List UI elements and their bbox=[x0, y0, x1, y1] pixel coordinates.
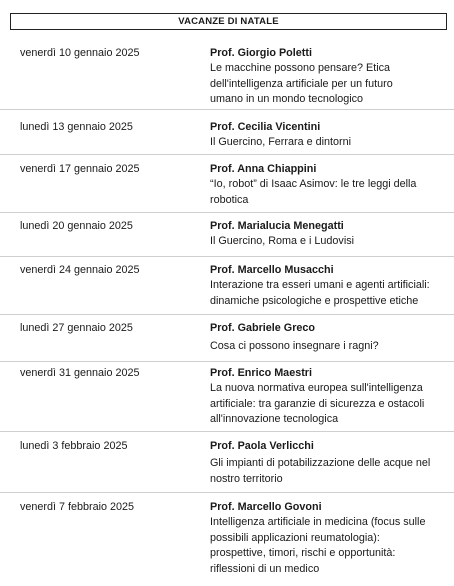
lecture-date: venerdì 17 gennaio 2025 bbox=[20, 163, 140, 175]
lecture-title-line: “Io, robot” di Isaac Asimov: le tre leggi della bbox=[210, 178, 417, 190]
lecture-title-line: Le macchine possono pensare? Etica bbox=[210, 62, 391, 74]
lecture-title-line: riflessioni di un medico bbox=[210, 562, 320, 575]
lecture-title-line: artificiale: tra garanzie di sicurezza e ostacoli bbox=[210, 397, 425, 410]
lecture-info bbox=[210, 263, 450, 309]
lecture-title-line: nostro territorio bbox=[210, 472, 283, 485]
lecture-title-line: La nuova normativa europea sull'intelligenza bbox=[210, 382, 423, 394]
lecture-title-line: Il Guercino, Ferrara e dintorni bbox=[210, 136, 352, 148]
lecture-title-line: all'innovazione tecnologica bbox=[210, 413, 339, 425]
holiday-header: VACANZE DI NATALE bbox=[10, 13, 447, 30]
lecture-row bbox=[0, 110, 454, 155]
lecture-row bbox=[0, 155, 454, 213]
lecture-title-line: dell'intelligenza artificiale per un futuro bbox=[210, 77, 393, 90]
lecture-title-line: robotica bbox=[210, 193, 249, 206]
lecture-title-line: Intelligenza artificiale in medicina (focus sulle bbox=[210, 516, 426, 528]
lecture-speaker: Prof. Marialucia Menegatti bbox=[210, 220, 344, 232]
lecture-title-line: Interazione tra esseri umani e agenti artificiali: bbox=[210, 279, 430, 291]
lecture-speaker: Prof. Marcello Govoni bbox=[210, 501, 322, 513]
lecture-date: lunedì 20 gennaio 2025 bbox=[20, 220, 133, 232]
lecture-date: lunedì 13 gennaio 2025 bbox=[20, 121, 133, 133]
lecture-info bbox=[210, 321, 450, 355]
lecture-date: venerdì 7 febbraio 2025 bbox=[20, 501, 135, 513]
lecture-speaker: Prof. Giorgio Poletti bbox=[210, 47, 312, 59]
lecture-title-line: possibili applicazioni reumatologia): bbox=[210, 531, 380, 544]
lecture-speaker: Prof. Gabriele Greco bbox=[210, 322, 316, 334]
lecture-row bbox=[0, 257, 454, 315]
lecture-date: venerdì 24 gennaio 2025 bbox=[20, 264, 140, 276]
lecture-info bbox=[210, 219, 450, 250]
lecture-row bbox=[0, 34, 454, 110]
lecture-speaker: Prof. Anna Chiappini bbox=[210, 163, 317, 175]
lecture-row bbox=[0, 432, 454, 493]
lecture-speaker: Prof. Enrico Maestri bbox=[210, 367, 312, 379]
lecture-row bbox=[0, 362, 454, 432]
lecture-info bbox=[210, 366, 450, 428]
lecture-speaker: Prof. Cecilia Vicentini bbox=[210, 121, 321, 133]
lecture-info bbox=[210, 120, 450, 151]
lecture-title-line: dinamiche psicologiche e prospettive etiche bbox=[210, 294, 419, 307]
lecture-date: lunedì 3 febbraio 2025 bbox=[20, 440, 128, 452]
lecture-title-line: umano in un mondo tecnologico bbox=[210, 93, 364, 105]
lecture-title-line: prospettive, timori, rischi e opportunità: bbox=[210, 547, 396, 559]
lecture-date: lunedì 27 gennaio 2025 bbox=[20, 322, 133, 334]
lecture-date: venerdì 31 gennaio 2025 bbox=[20, 367, 140, 379]
lecture-speaker: Prof. Paola Verlicchi bbox=[210, 440, 314, 452]
lecture-title-line: Gli impianti di potabilizzazione delle acque nel bbox=[210, 457, 431, 469]
lecture-row bbox=[0, 315, 454, 362]
lecture-info bbox=[210, 439, 450, 487]
lecture-info bbox=[210, 162, 450, 208]
lecture-row bbox=[0, 493, 454, 583]
lecture-info bbox=[210, 46, 450, 108]
lecture-title-line: Cosa ci possono insegnare i ragni? bbox=[210, 340, 379, 352]
lecture-speaker: Prof. Marcello Musacchi bbox=[210, 264, 334, 276]
lecture-row bbox=[0, 213, 454, 257]
lecture-date: venerdì 10 gennaio 2025 bbox=[20, 47, 140, 59]
lecture-title-line: Il Guercino, Roma e i Ludovisi bbox=[210, 235, 355, 247]
lecture-info bbox=[210, 500, 450, 577]
